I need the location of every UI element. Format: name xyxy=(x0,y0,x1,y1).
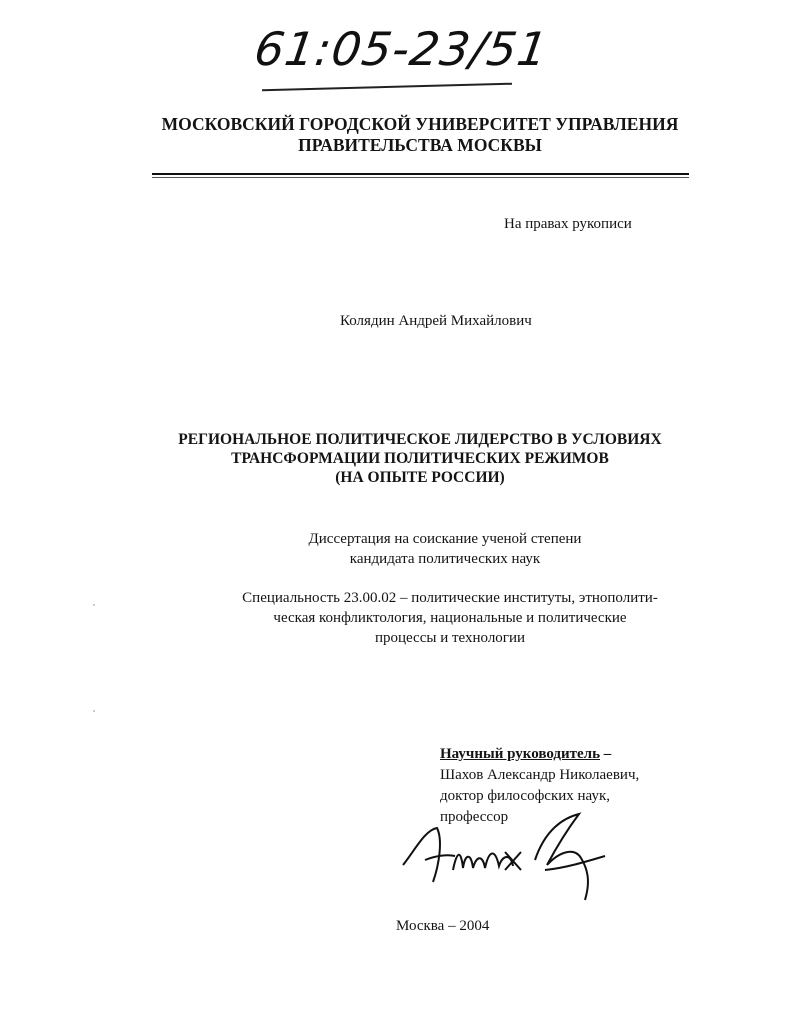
organization-line-2: ПРАВИТЕЛЬСТВА МОСКВЫ xyxy=(298,135,542,155)
title-line-2: ТРАНСФОРМАЦИИ ПОЛИТИЧЕСКИХ РЕЖИМОВ xyxy=(231,450,609,467)
header-divider-thin xyxy=(152,177,689,178)
organization-header xyxy=(110,114,730,156)
handwritten-signature xyxy=(395,810,615,905)
degree-statement xyxy=(210,529,680,569)
supervisor-heading xyxy=(440,744,639,765)
supervisor-label: Научный руководитель xyxy=(440,746,600,762)
specialty-line-2: ческая конфликтология, национальные и политические xyxy=(273,610,627,626)
title-line-3: (НА ОПЫТЕ РОССИИ) xyxy=(335,469,505,486)
specialty-line-1: Специальность 23.00.02 – политические институты, этнополити- xyxy=(242,590,658,606)
header-divider xyxy=(152,173,689,175)
organization-line-1: МОСКОВСКИЙ ГОРОДСКОЙ УНИВЕРСИТЕТ УПРАВЛЕНИЯ xyxy=(161,114,679,134)
author-name: Колядин Андрей Михайлович xyxy=(340,313,532,329)
scan-speck xyxy=(93,604,95,606)
stamp-underline xyxy=(262,83,512,92)
degree-line-2: кандидата политических наук xyxy=(349,551,541,567)
archive-stamp-number: 61:05-23/51 xyxy=(251,22,552,76)
supervisor-rank: профессор xyxy=(440,809,509,825)
specialty-statement xyxy=(190,588,710,648)
city-year: Москва – 2004 xyxy=(396,918,490,934)
supervisor-degree: доктор философских наук, xyxy=(440,788,610,804)
dissertation-title xyxy=(90,430,750,487)
supervisor-name: Шахов Александр Николаевич, xyxy=(440,767,640,783)
scan-speck xyxy=(93,710,95,712)
title-line-1: РЕГИОНАЛЬНОЕ ПОЛИТИЧЕСКОЕ ЛИДЕРСТВО В УСЛОВИЯХ xyxy=(178,431,662,448)
specialty-line-3: процессы и технологии xyxy=(374,630,526,646)
supervisor-dash: – xyxy=(600,746,612,762)
rights-note: На правах рукописи xyxy=(504,216,632,232)
degree-line-1: Диссертация на соискание ученой степени xyxy=(308,531,582,547)
